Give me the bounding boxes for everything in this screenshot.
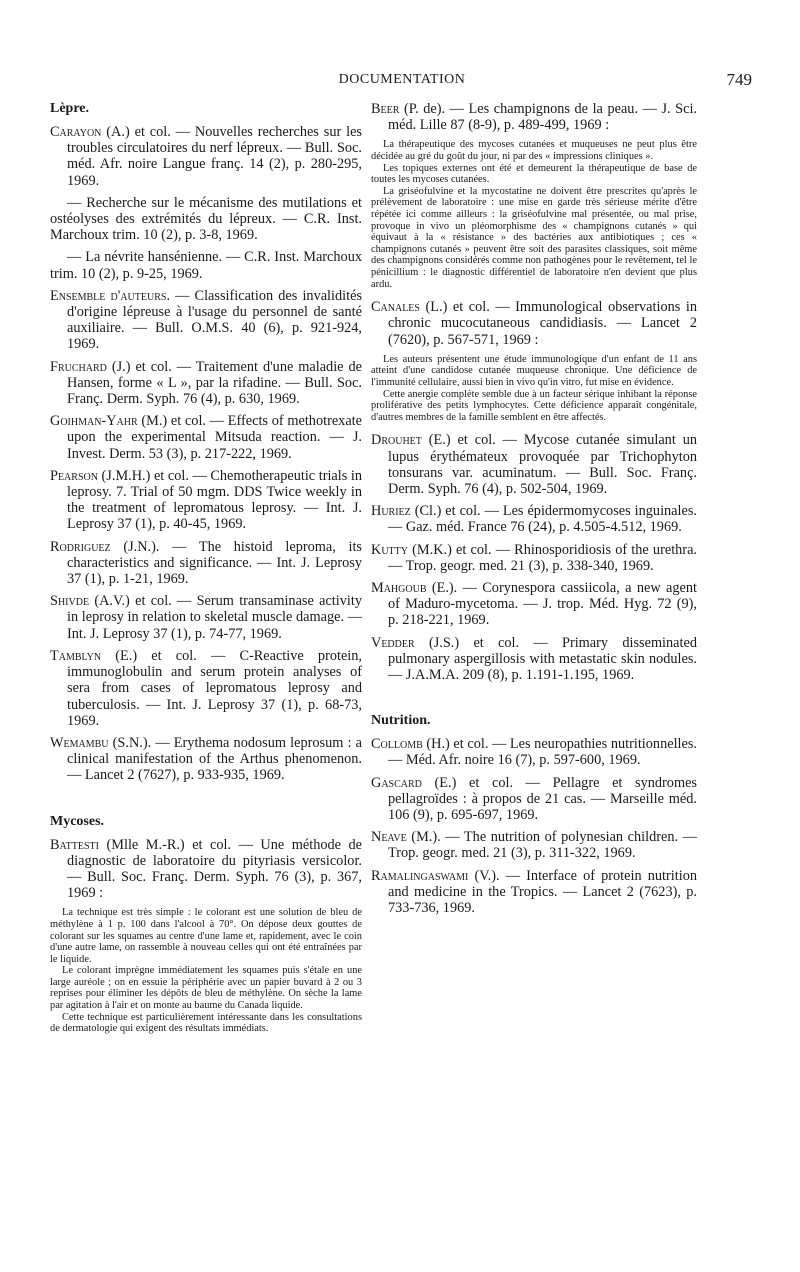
citation-text: (E.) et col. — C-Reactive protein, immunoglobulin and serum protein analyses of sera from cases of lepromatous leprosy and tuberculosis. — Int. J. Leprosy 37 (1), p. 68-73, 1969. xyxy=(67,647,362,729)
left-column xyxy=(50,101,362,1044)
citation-text: (L.) et col. — Immunological observations in chronic mucocutaneous candidiasis. — Lancet 2 (7620), p. 567-571, 1969 : xyxy=(388,299,697,348)
citation-author: Drouhet xyxy=(371,432,422,449)
abstract-paragraph: Les auteurs présentent une étude immunologique d'un enfant de 11 ans atteint d'une candidose cutanée muqueuse chronique. Une déficience de l'immunité cellulaire, aussi bien in vivo qu'in vitro, fut mise en évidence. xyxy=(371,353,697,388)
citation-text: (E.) et col. — Pellagre et syndromes pellagroïdes : à propos de 21 cas. — Marseille méd. 106 (9), p. 695-697, 1969. xyxy=(388,774,697,823)
citation-text: (E.) et col. — Mycose cutanée simulant un lupus érythémateux provoquée par Trichophyton tonsurans var. acuminatum. — Bull. Soc. Franç. Derm. Syph. 76 (4), p. 502-504, 1969. xyxy=(388,432,697,497)
citation-ensemble xyxy=(50,288,362,353)
citation-pearson xyxy=(50,468,362,533)
abstract-battesti xyxy=(50,907,362,1035)
citation-drouhet xyxy=(371,432,697,497)
citation-text: (J.) et col. — Traitement d'une maladie de Hansen, forme « L », par la rifadine. — Bull. Soc. Franç. Derm. Syph. 76 (4), p. 630, 1969. xyxy=(67,358,362,408)
citation-text: (M.K.) et col. — Rhinosporidiosis of the urethra. — Trop. geogr. med. 21 (3), p. 338-340, 1969. xyxy=(388,541,697,574)
citation-text: (A.V.) et col. — Serum transaminase activity in leprosy in relation to skeletal muscle damage. — Int. J. Leprosy 37 (1), p. 74-77, 1969. xyxy=(67,593,362,642)
citation-author: Huriez xyxy=(371,503,411,520)
citation-text: (Cl.) et col. — Les épidermomycoses inguinales. — Gaz. méd. France 76 (24), p. 4.505-4.512, 1969. xyxy=(388,503,697,536)
citation-text: (M.). — The nutrition of polynesian children. — Trop. geogr. med. 21 (3), p. 311-322, 1969. xyxy=(388,829,697,862)
citation-shivde xyxy=(50,593,362,642)
citation-neave xyxy=(371,829,697,861)
citation-text: (J.M.H.) et col. — Chemotherapeutic trials in leprosy. 7. Trial of 50 mgm. DDS Twice weekly in the treatment of lepromatous leprosy. — Int. J. Leprosy 37 (1), p. 40-45, 1969. xyxy=(67,467,363,533)
citation-author: Vedder xyxy=(371,634,415,651)
citation-rodriguez xyxy=(50,539,362,588)
citation-ramalingaswami xyxy=(371,868,697,917)
citation-vedder xyxy=(371,635,697,684)
citation-text: . — Classification des invalidités d'origine lépreuse à l'usage du personnel de santé auxiliaire. — Bull. O.M.S. 40 (6), p. 921-924, 1969. xyxy=(67,287,363,353)
abstract-paragraph: La griséofulvine et la mycostatine ne doivent être prescrites qu'après le prélèvement de laboratoire : une mise en garde très sérieuse mérite d'être répétée ici comme ailleurs : la griséofulvine mal présentée, ou mal prise, provoque in vivo un pléomorphisme des « champignons cutanés » qui équivaut à la « résistance » des bactéries aux antibiotiques ; ces « champignons cutanés » peuvent être soit des parasites classiques, soit même des champignons considérés comme non pathogènes pour le revêtement, tel le pénicillium : le diagnostic différentiel de laboratoire n'en devient que plus ardu. xyxy=(371,185,697,290)
citation-carayon-2: — Recherche sur le mécanisme des mutilations et ostéolyses des extrémités du lépreux. — C.R. Inst. Marchoux trim. 10 (2), p. 3-8, 1969. xyxy=(50,194,362,244)
citation-text: (V.). — Interface of protein nutrition and medicine in the Tropics. — Lancet 2 (7623), p. 733-736, 1969. xyxy=(388,867,697,916)
abstract-beer xyxy=(371,139,697,290)
citation-author: Ramalingaswami xyxy=(371,867,469,884)
citation-text: (J.S.) et col. — Primary disseminated pulmonary aspergillosis with metastatic skin nodules. — J.A.M.A. 209 (8), p. 1.191-1.195, 1969. xyxy=(388,634,697,683)
abstract-canales xyxy=(371,354,697,424)
citation-author: Tamblyn xyxy=(50,647,102,664)
citation-author: Battesti xyxy=(50,836,99,853)
abstract-paragraph: La thérapeutique des mycoses cutanées et muqueuses ne peut plus être décidée au gré du goût du jour, ni par des « impressions cliniques ». xyxy=(371,139,697,162)
citation-text: (J.N.). — The histoid leproma, its characteristics and significance. — Int. J. Leprosy 37 (1), p. 1-21, 1969. xyxy=(67,538,362,588)
citation-text: (H.) et col. — Les neuropathies nutritionnelles. — Méd. Afr. noire 16 (7), p. 597-600, 1969. xyxy=(388,736,697,769)
page-header xyxy=(52,70,752,94)
abstract-paragraph: Les topiques externes ont été et demeurent la thérapeutique de base de toutes les mycoses cutanées. xyxy=(371,162,697,186)
citation-author: Fruchard xyxy=(50,358,107,375)
citation-gascard xyxy=(371,775,697,824)
citation-author: Kutty xyxy=(371,541,408,558)
citation-author: Neave xyxy=(371,829,407,846)
citation-author: Beer xyxy=(371,101,400,117)
citation-huriez xyxy=(371,503,697,535)
citation-battesti xyxy=(50,837,362,902)
section-heading-lepre: Lèpre. xyxy=(50,101,90,116)
citation-wemambu xyxy=(50,735,362,784)
section-heading-mycoses: Mycoses. xyxy=(50,813,105,829)
citation-author: Gascard xyxy=(371,774,422,791)
citation-author: Rodriguez xyxy=(50,538,111,555)
abstract-paragraph: Cette technique est particulièrement intéressante dans les consultations de dermatologie qui exigent des résultats immédiats. xyxy=(50,1011,362,1035)
running-title: DOCUMENTATION xyxy=(338,72,466,87)
citation-fruchard xyxy=(50,359,362,408)
citation-carayon-1 xyxy=(50,124,362,189)
abstract-paragraph: Le colorant imprègne immédiatement les squames puis s'étale en une large auréole ; on en essuie la périphérie avec un papier buvard à 2 ou 3 reprises pour éliminer les dépôts de bleu de méthylène. On sèche la lame par agitation à l'air et on monte au baume du Canada liquide. xyxy=(50,965,362,1012)
citation-carayon-3: — La névrite hansénienne. — C.R. Inst. Marchoux trim. 10 (2), p. 9-25, 1969. xyxy=(50,249,362,282)
citation-text: (Mlle M.-R.) et col. — Une méthode de diagnostic de laboratoire du pityriasis versicolor. — Bull. Soc. Franç. Derm. Syph. 76 (3), p. 367, 1969 : xyxy=(67,836,362,902)
citation-author: Mahgoub xyxy=(371,579,427,596)
citation-collomb xyxy=(371,736,697,768)
citation-author: Shivde xyxy=(50,593,90,610)
citation-author: Collomb xyxy=(371,736,423,753)
citation-author: Canales xyxy=(371,299,420,316)
citation-canales xyxy=(371,299,697,348)
citation-tamblyn xyxy=(50,648,362,729)
citation-text: (A.) et col. — Nouvelles recherches sur les troubles circulatoires du nerf lépreux. — Bull. Soc. méd. Afr. noire Langue franç. 14 (2), p. 280-295, 1969. xyxy=(67,124,362,189)
citation-text: (M.) et col. — Effects of methotrexate upon the experimental Mitsuda reaction. — J. Invest. Derm. 53 (3), p. 217-222, 1969. xyxy=(67,413,362,462)
citation-author: Ensemble d'auteurs xyxy=(50,287,167,304)
citation-author: Carayon xyxy=(50,124,102,140)
citation-goihman xyxy=(50,413,362,462)
citation-text: (S.N.). — Erythema nodosum leprosum : a clinical manifestation of the Arthus phenomenon. — Lancet 2 (7627), p. 933-935, 1969. xyxy=(67,734,362,784)
citation-text: (E.). — Corynespora cassiicola, a new agent of Maduro-mycetoma. — J. trop. Méd. Hyg. 72 (9), p. 218-221, 1969. xyxy=(388,579,697,629)
section-heading-nutrition: Nutrition. xyxy=(371,713,431,729)
right-column xyxy=(371,101,697,922)
citation-author: Goihman-Yahr xyxy=(50,413,138,430)
citation-text: (P. de). — Les champignons de la peau. — J. Sci. méd. Lille 87 (8-9), p. 489-499, 1969 : xyxy=(388,101,697,134)
citation-beer xyxy=(371,101,697,133)
citation-mahgoub xyxy=(371,580,697,629)
page-number: 749 xyxy=(726,70,752,89)
citation-kutty xyxy=(371,542,697,574)
abstract-paragraph: La technique est très simple : le colorant est une solution de bleu de méthylène à 1 p. 100 dans l'alcool à 70°. On dépose deux gouttes de colorant sur les squames au centre d'une lame et, rapidement, avec le coin d'une autre lame, on rassemble à nouveau celles qui ont été entraînées par le liquide. xyxy=(50,907,362,965)
citation-author: Pearson xyxy=(50,467,98,484)
citation-author: Wemambu xyxy=(50,734,109,751)
abstract-paragraph: Cette anergie complète semble due à un facteur sérique inhibant la réponse proliférative des petits lymphocytes. Cette déficience apparaît congénitale, d'autres membres de la famille semblent en être affectés. xyxy=(371,388,697,423)
